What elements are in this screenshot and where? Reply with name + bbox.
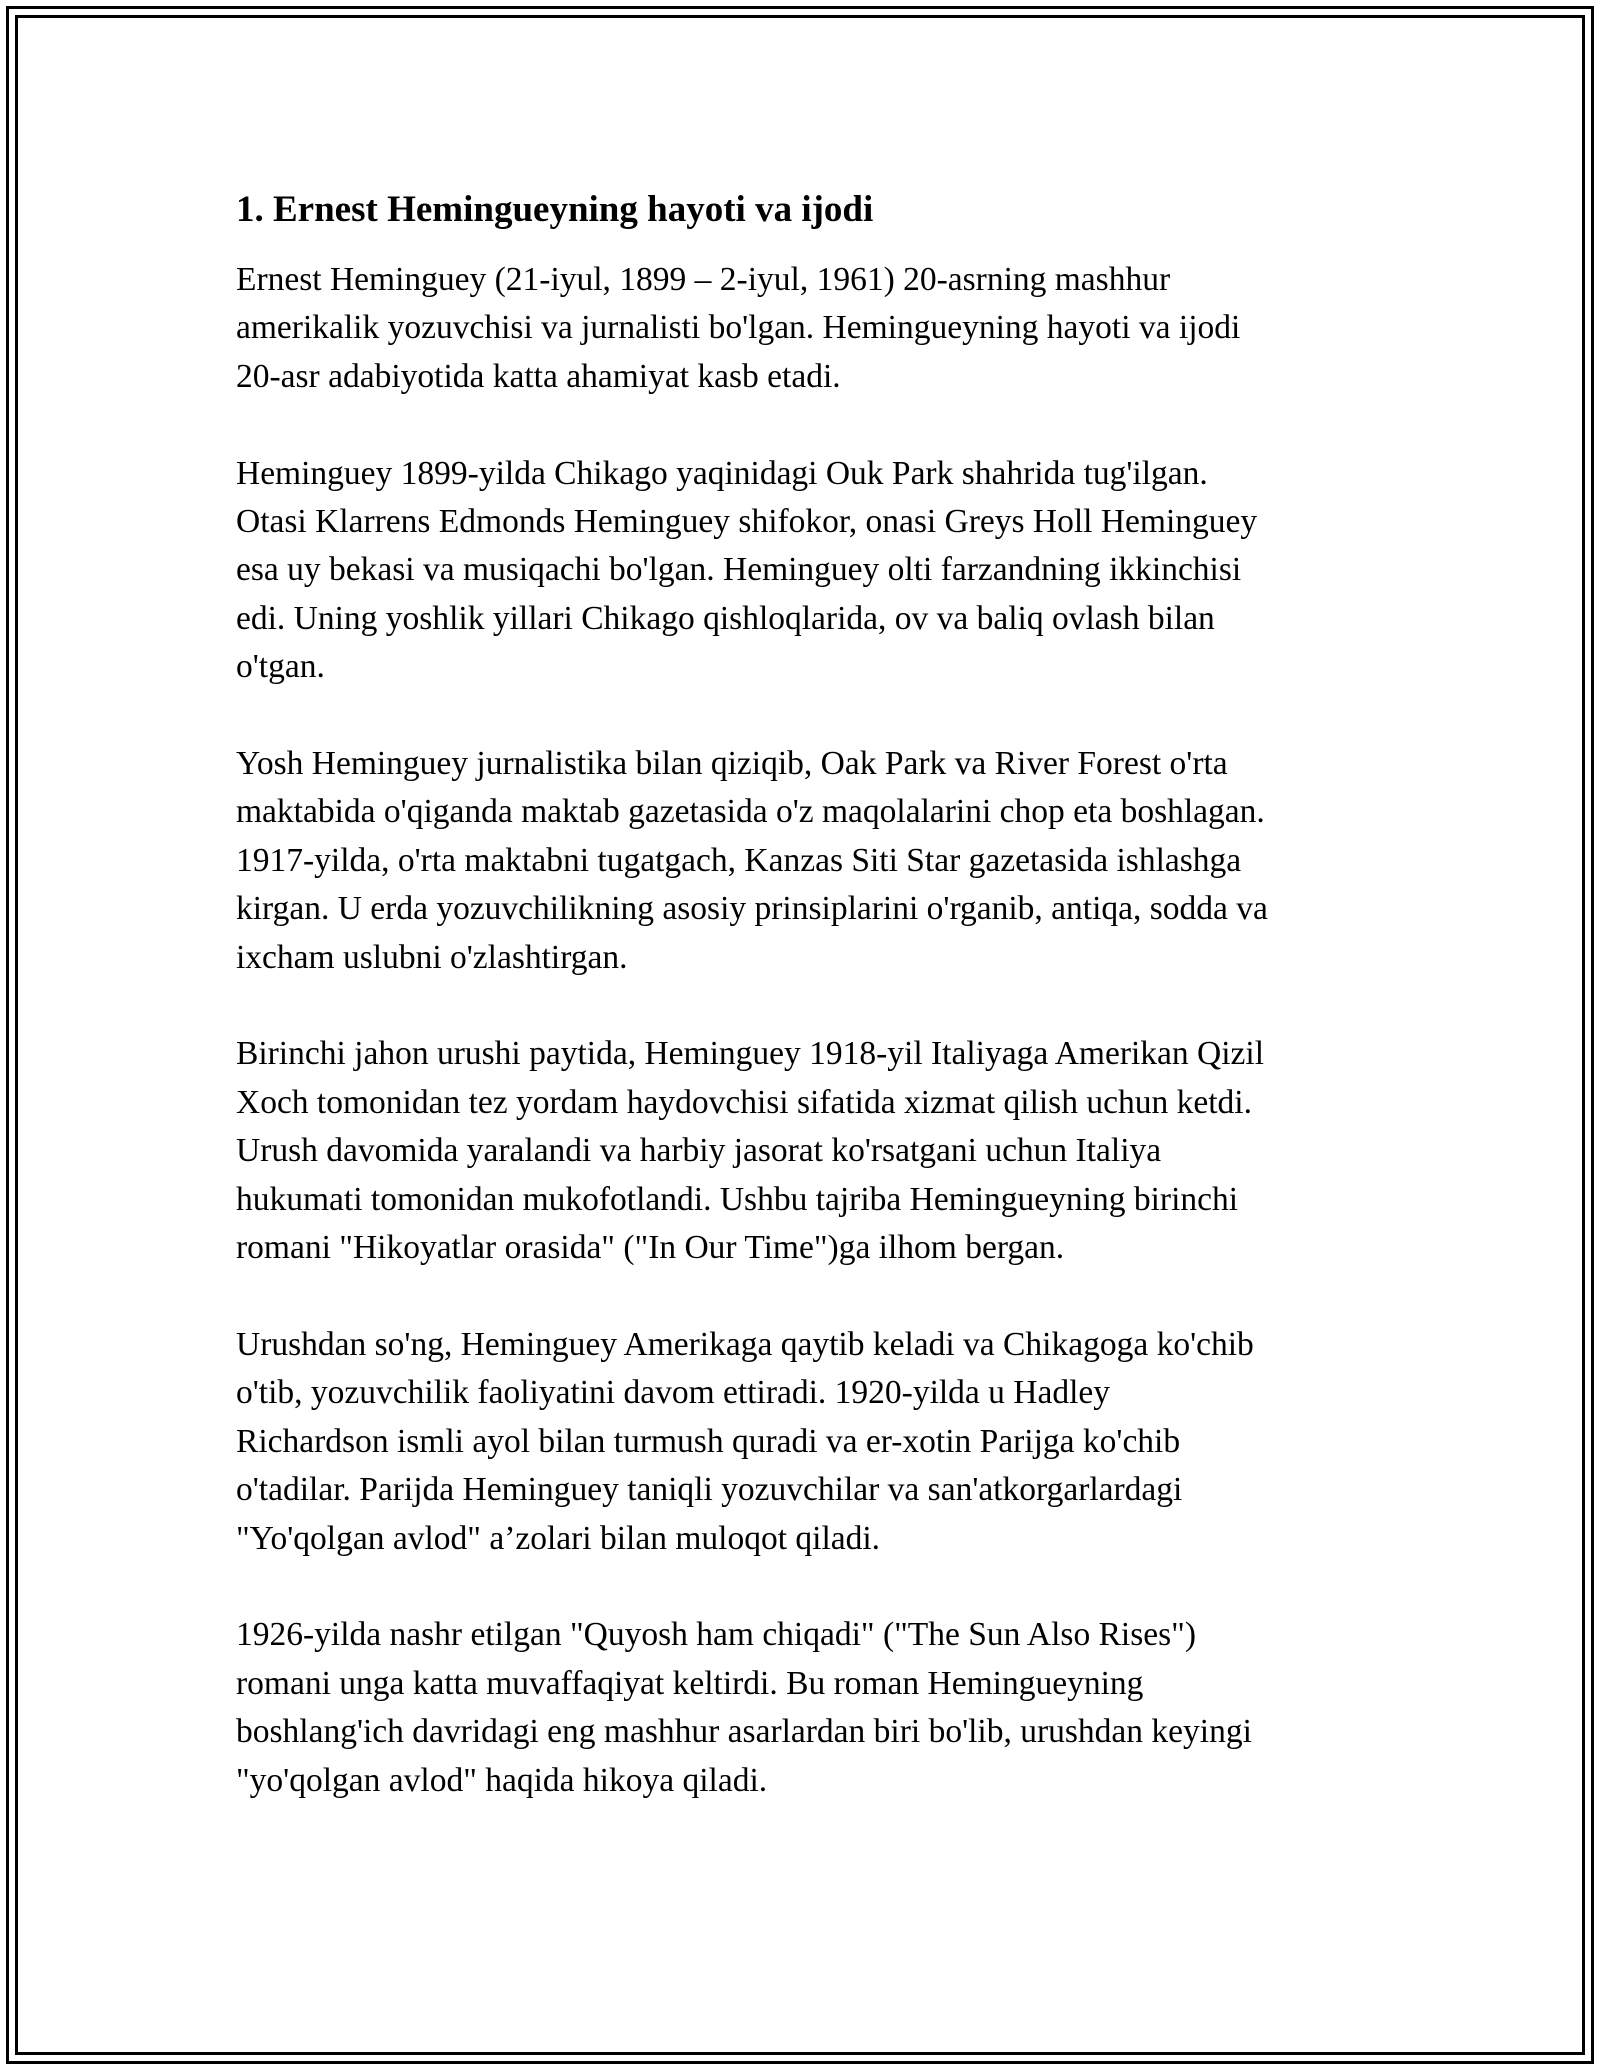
- text-line: edi. Uning yoshlik yillari Chikago qishloqlarida, ov va baliq ovlash bilan: [236, 599, 1215, 637]
- paragraph-6: [236, 1611, 1376, 1805]
- text-line: Ernest Heminguey (21-iyul, 1899 – 2-iyul, 1961) 20-asrning mashhur: [236, 261, 1171, 298]
- paragraph-1: [236, 256, 1376, 401]
- text-line: maktabida o'qiganda maktab gazetasida o'z maqolalarini chop eta boshlagan.: [236, 793, 1265, 831]
- text-line: esa uy bekasi va musiqachi bo'lgan. Heminguey olti farzandning ikkinchisi: [236, 551, 1242, 589]
- text-line: ixcham uslubni o'zlashtirgan.: [236, 938, 628, 976]
- text-line: Yosh Heminguey jurnalistika bilan qiziqib, Oak Park va River Forest o'rta: [236, 745, 1228, 783]
- text-line: o'tgan.: [236, 648, 325, 686]
- text-line: o'tadilar. Parijda Heminguey taniqli yozuvchilar va san'atkorgarlardagi: [236, 1471, 1183, 1509]
- text-line: 1917-yilda, o'rta maktabni tugatgach, Kanzas Siti Star gazetasida ishlashga: [236, 841, 1242, 879]
- text-line: kirgan. U erda yozuvchilikning asosiy prinsiplarini o'rganib, antiqa, sodda va: [236, 890, 1268, 928]
- paragraph-2: [236, 450, 1376, 692]
- paragraph-4: [236, 1030, 1376, 1272]
- text-line: boshlang'ich davridagi eng mashhur asarlardan biri bo'lib, urushdan keyingi: [236, 1713, 1252, 1751]
- text-line: o'tib, yozuvchilik faoliyatini davom ettiradi. 1920-yilda u Hadley: [236, 1374, 1111, 1412]
- section-heading: 1. Ernest Hemingueyning hayoti va ijodi: [236, 189, 874, 230]
- text-line: amerikalik yozuvchisi va jurnalisti bo'lgan. Hemingueyning hayoti va ijodi: [236, 309, 1241, 347]
- text-line: Urush davomida yaralandi va harbiy jasorat ko'rsatgani uchun Italiya: [236, 1132, 1162, 1170]
- text-line: Urushdan so'ng, Heminguey Amerikaga qaytib keladi va Chikagoga ko'chib: [236, 1325, 1254, 1363]
- text-line: 20-asr adabiyotida katta ahamiyat kasb etadi.: [236, 357, 841, 395]
- text-line: romani unga katta muvaffaqiyat keltirdi. Bu roman Hemingueyning: [236, 1664, 1144, 1702]
- text-line: Xoch tomonidan tez yordam haydovchisi sifatida xizmat qilish uchun ketdi.: [236, 1083, 1252, 1121]
- text-line: Otasi Klarrens Edmonds Heminguey shifokor, onasi Greys Holl Heminguey: [236, 503, 1258, 541]
- document-body: [236, 186, 1376, 1853]
- paragraph-3: [236, 740, 1376, 982]
- text-line: Richardson ismli ayol bilan turmush quradi va er-xotin Parijga ko'chib: [236, 1422, 1181, 1460]
- text-line: "yo'qolgan avlod" haqida hikoya qiladi.: [236, 1761, 768, 1799]
- text-line: hukumati tomonidan mukofotlandi. Ushbu tajriba Hemingueyning birinchi: [236, 1180, 1239, 1218]
- text-line: romani "Hikoyatlar orasida" ("In Our Time")ga ilhom bergan.: [236, 1229, 1065, 1267]
- text-line: "Yo'qolgan avlod" a’zolari bilan muloqot qiladi.: [236, 1519, 881, 1557]
- text-line: Heminguey 1899-yilda Chikago yaqinidagi Ouk Park shahrida tug'ilgan.: [236, 454, 1208, 492]
- text-line: 1926-yilda nashr etilgan "Quyosh ham chiqadi" ("The Sun Also Rises"): [236, 1616, 1197, 1654]
- text-line: Birinchi jahon urushi paytida, Heminguey 1918-yil Italiyaga Amerikan Qizil: [236, 1035, 1265, 1073]
- paragraph-5: [236, 1321, 1376, 1563]
- paragraph-list: [236, 256, 1376, 1805]
